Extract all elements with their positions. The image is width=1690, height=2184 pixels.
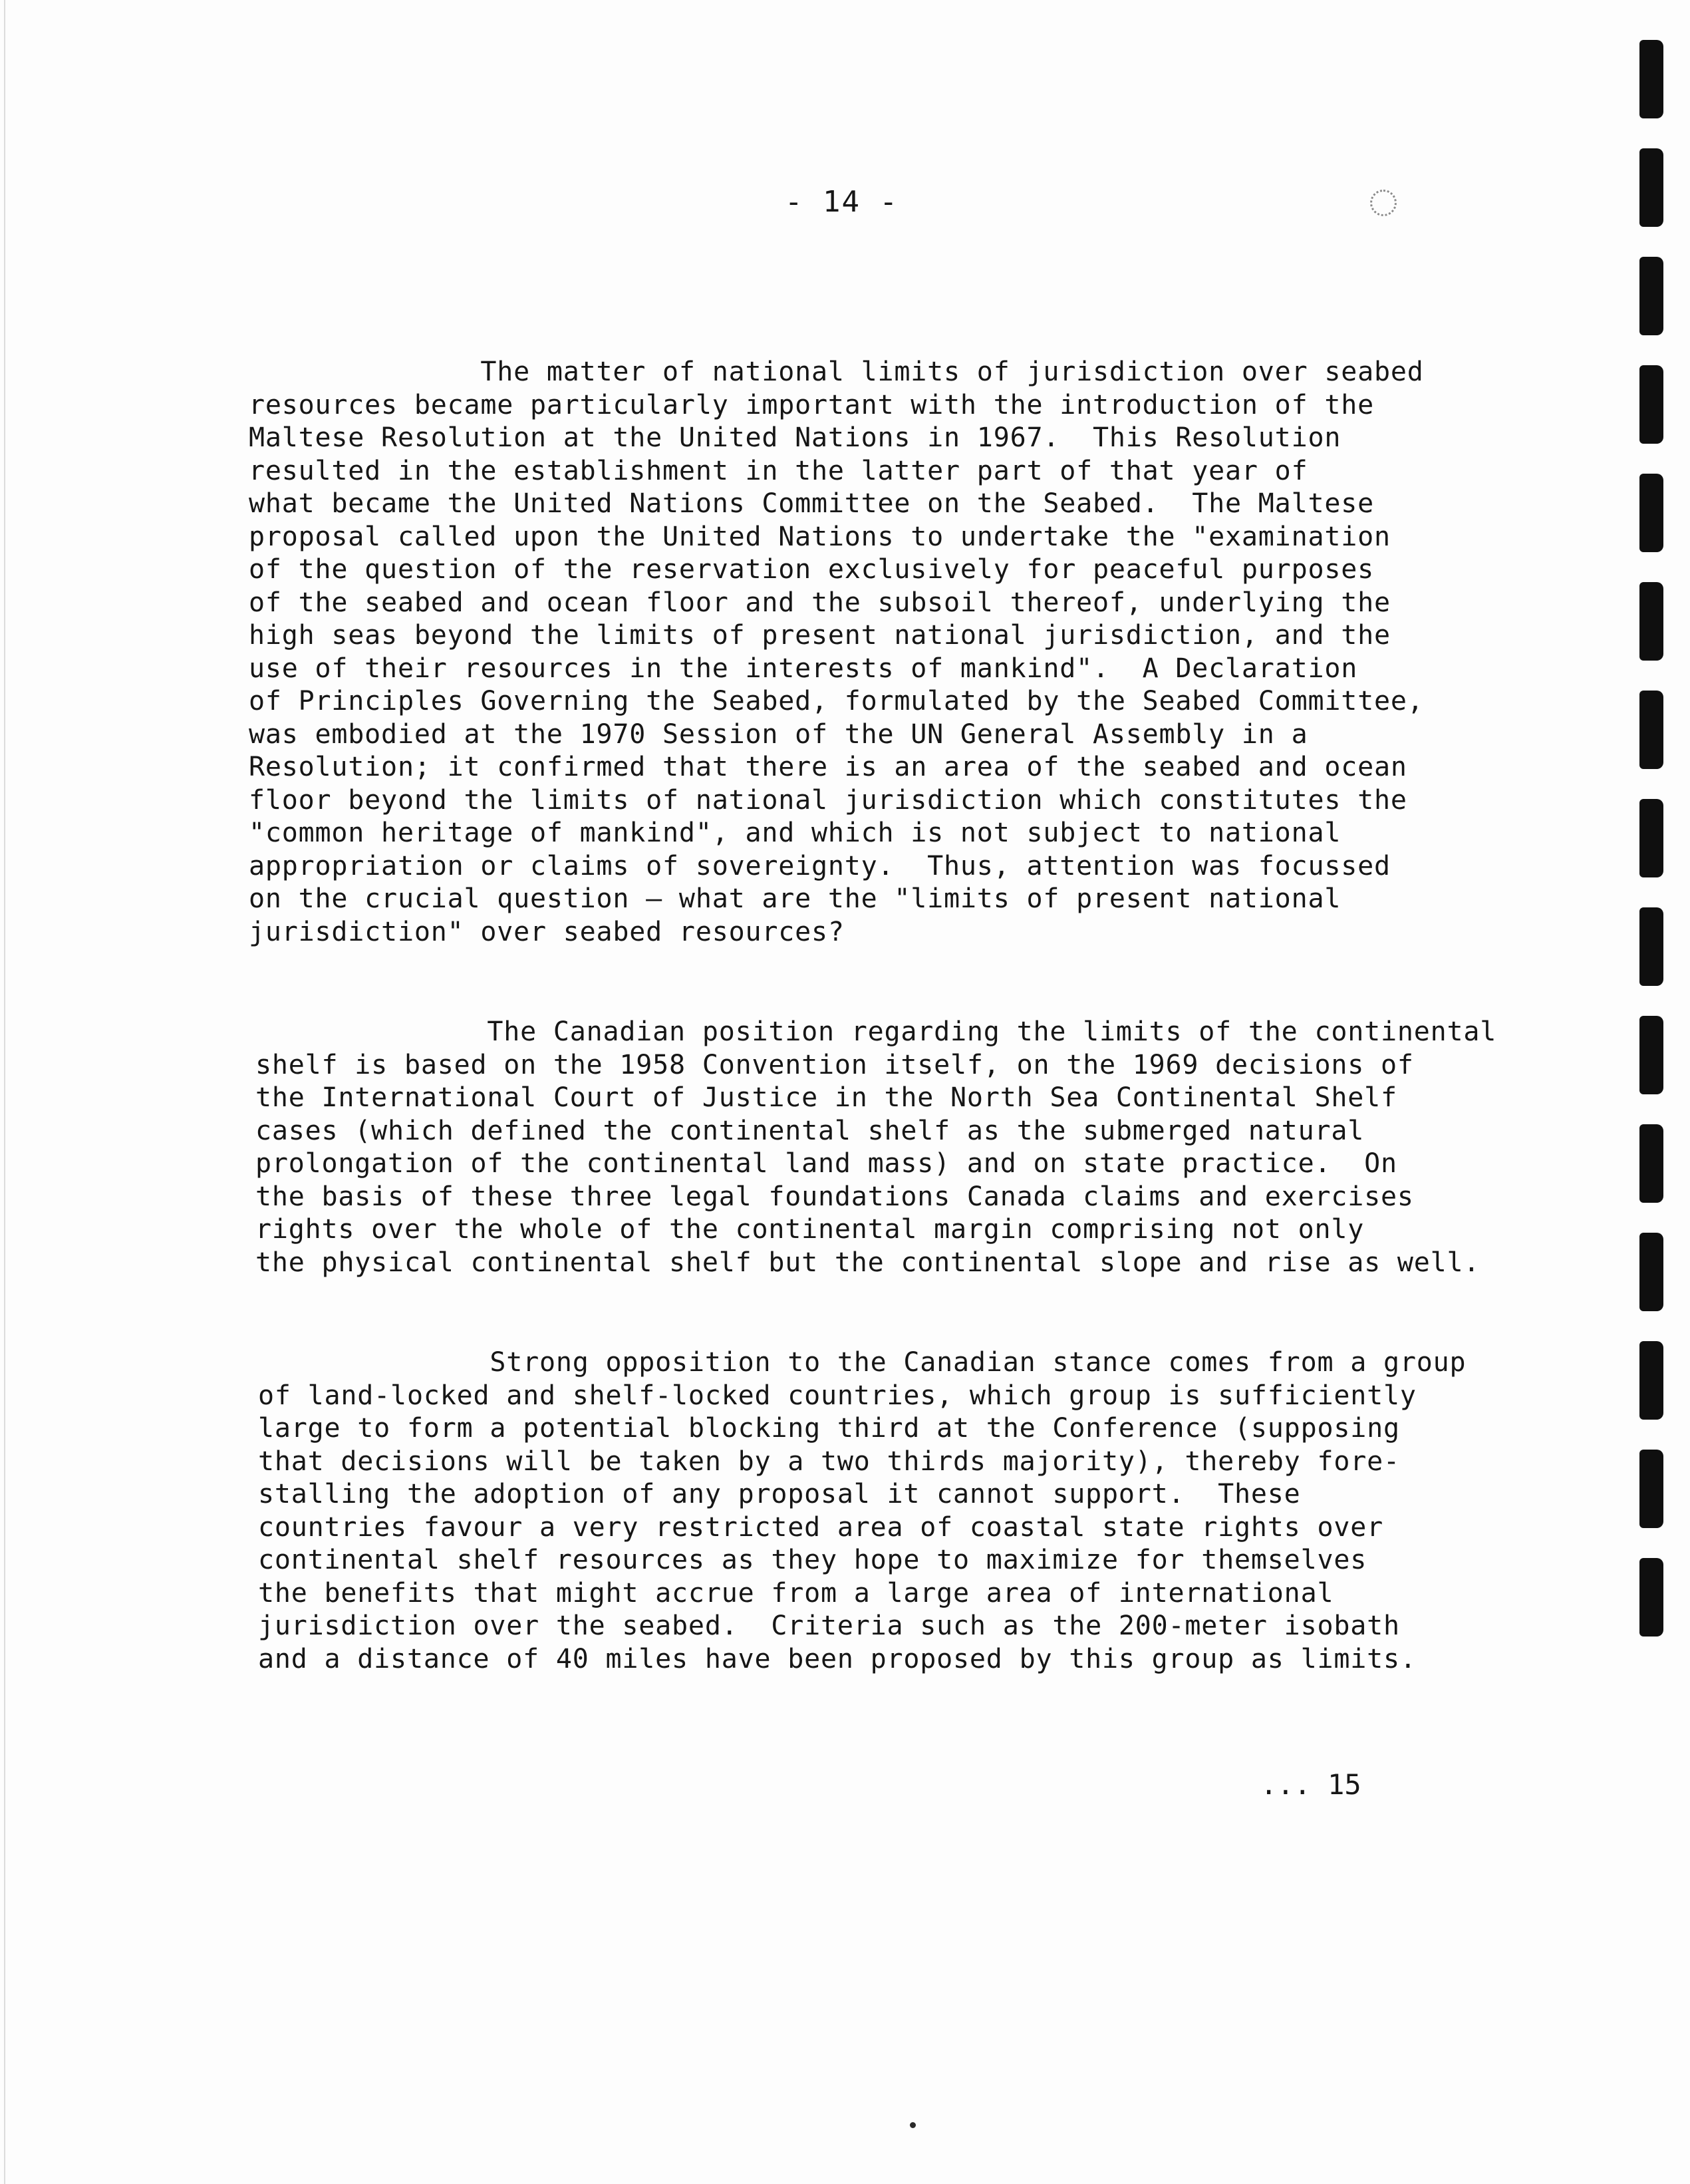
binder-mark <box>1639 257 1663 335</box>
paragraph-seabed-jurisdiction: The matter of national limits of jurisdiction over seabed resources became particularly important with the introduction of the Maltese Resolution at the United Nations in 1967. This Resolution resulted in the establishment in the latter part of that year of what became the United Nations Committee on the Seabed. The Maltese proposal called upon the United Nations to undertake the "examination of the question of the reservation exclusively for peaceful purposes of the seabed and ocean floor and the subsoil thereof, underlying the high seas beyond the limits of present national jurisdiction, and the use of their resources in the interests of mankind". A Declaration of Principles Governing the Seabed, formulated by the Seabed Committee, was embodied at the 1970 Session of the UN General Assembly in a Resolution; it confirmed that there is an area of the seabed and ocean floor beyond the limits of national jurisdiction which constitutes the "common heritage of mankind", and which is not subject to national appropriation or claims of sovereignty. Thus, attention was focussed on the crucial question — what are the "limits of present national jurisdiction" over seabed resources? <box>249 357 1424 947</box>
binder-mark <box>1639 1124 1663 1203</box>
binder-mark <box>1639 474 1663 552</box>
binder-mark <box>1639 1450 1663 1528</box>
binder-mark <box>1639 148 1663 227</box>
binder-mark <box>1639 1233 1663 1311</box>
binder-mark <box>1639 1558 1663 1637</box>
binder-mark <box>1639 907 1663 986</box>
scan-dot <box>910 2122 916 2128</box>
binder-mark <box>1639 582 1663 661</box>
binder-hole-strip <box>1626 0 1690 2184</box>
binder-mark <box>1639 691 1663 769</box>
binder-mark <box>1639 40 1663 118</box>
paragraph-opposition: Strong opposition to the Canadian stance comes from a group of land-locked and shelf-locked countries, which group is sufficiently large to form a potential blocking third at the Conference (supposing that decisions will be taken by a two thirds majority), thereby fore- stalling the adoption of any proposal it cannot support. These countries favour a very restricted area of coastal state rights over continental shelf resources as they hope to maximize for themselves the benefits that might accrue from a large area of international jurisdiction over the seabed. Criteria such as the 200-meter isobath and a distance of 40 miles have been proposed by this group as limits. <box>258 1347 1467 1674</box>
page-number: - 14 - <box>785 185 899 219</box>
scan-edge-line <box>4 0 5 2184</box>
paragraph-canadian-position: The Canadian position regarding the limits of the continental shelf is based on the 1958 Convention itself, on the 1969 decisions of the International Court of Justice in the North Sea Continental Shelf cases (which defined the continental shelf as the submerged natural prolongation of the continental land mass) and on state practice. On the basis of these three legal foundations Canada claims and exercises rights over the whole of the continental margin comprising not only the physical continental shelf but the continental slope and rise as well. <box>255 1016 1497 1278</box>
binder-mark <box>1639 365 1663 444</box>
continuation-marker: ... 15 <box>1260 1768 1361 1801</box>
binder-mark <box>1639 799 1663 877</box>
scan-artifact <box>1370 190 1397 216</box>
binder-mark <box>1639 1341 1663 1420</box>
binder-mark <box>1639 1016 1663 1094</box>
